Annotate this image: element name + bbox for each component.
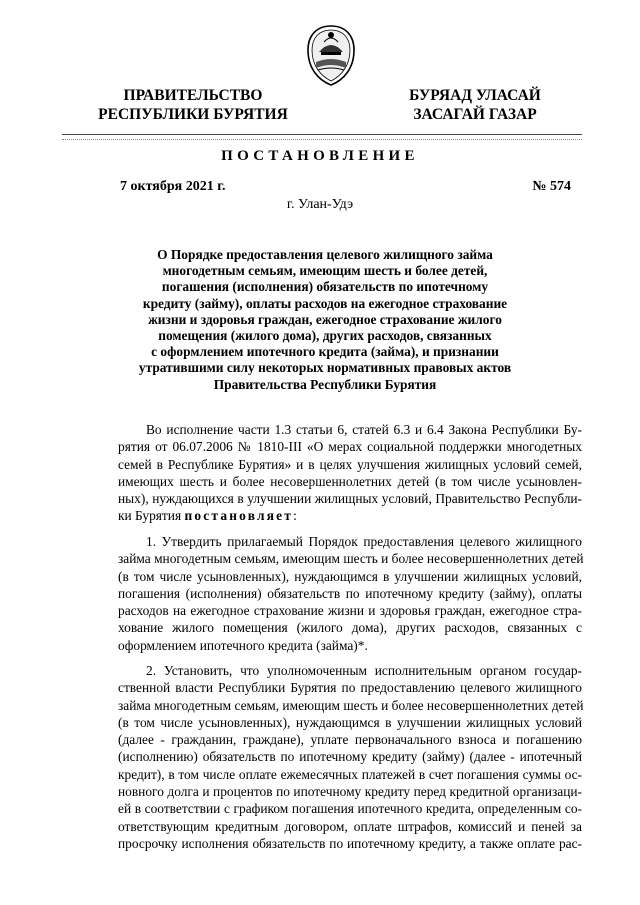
header-right-line-2: ЗАСАГАЙ ГАЗАР bbox=[413, 106, 537, 123]
paragraph-line: семей в Республике Бурятия» и в целях улучшения жилищных условий семей, bbox=[118, 456, 582, 472]
paragraph-line: 2. Установить, что уполномоченным исполнительным органом государ- bbox=[146, 663, 582, 678]
title-line: многодетным семьям, имеющим шесть и более детей, bbox=[162, 263, 488, 279]
title-line: жизни и здоровья граждан, ежегодное страхование жилого bbox=[148, 311, 502, 327]
paragraph-line: рятия от 06.07.2006 № 1810-III «О мерах социальной поддержки многодетных bbox=[118, 439, 582, 455]
header-right-line-1: БУРЯАД УЛАСАЙ bbox=[409, 87, 541, 104]
header-right-org-name bbox=[380, 86, 570, 124]
header-divider bbox=[62, 134, 582, 135]
document-date: 7 октября 2021 г. bbox=[120, 179, 226, 194]
paragraph-item-2 bbox=[118, 662, 582, 852]
title-line: погашения (исполнения) обязательств по ипотечному bbox=[161, 279, 489, 295]
paragraph-line: (в том числе усыновленных), нуждающимся в улучшении жилищных условий, bbox=[118, 568, 582, 584]
document-title bbox=[120, 247, 530, 393]
header-left-line-2: РЕСПУБЛИКИ БУРЯТИЯ bbox=[98, 106, 288, 123]
paragraph-line: ных), нуждающихся в улучшении жилищных условий, Правительство Республи- bbox=[118, 491, 582, 507]
paragraph-line: расходов на ежегодное страхование жизни и здоровья граждан, ежегодное стра- bbox=[118, 603, 582, 619]
paragraph-line: (далее - гражданин, граждане), уплате первоначального взноса и погашению bbox=[118, 732, 582, 748]
header-divider-dotted bbox=[62, 139, 582, 140]
paragraph-line: 1. Утвердить прилагаемый Порядок предоставления целевого жилищного bbox=[146, 534, 582, 549]
document-type: ПОСТАНОВЛЕНИЕ bbox=[221, 148, 419, 164]
paragraph-line: оформлением ипотечного кредита (займа)*. bbox=[118, 637, 368, 653]
title-line: кредиту (займу), оплаты расходов на ежегодное страхование bbox=[142, 295, 508, 311]
coat-of-arms-icon bbox=[302, 22, 360, 88]
title-line: с оформлением ипотечного кредита (займа), и признании bbox=[151, 344, 499, 360]
paragraph-line bbox=[118, 507, 582, 524]
paragraph-line: имеющих шесть и более несовершеннолетних детей (в том числе усыновлен- bbox=[118, 473, 582, 489]
paragraph-line: хование жилого помещения (жилого дома), других расходов, связанных с bbox=[118, 620, 582, 636]
paragraph-text: ки Бурятия bbox=[118, 508, 185, 524]
paragraph-line: ей в соответствии с графиком погашения ипотечного кредита, определенным со- bbox=[118, 801, 582, 817]
paragraph-line: новного долга и процентов по ипотечному кредиту перед кредитной организаци- bbox=[118, 784, 582, 800]
paragraph-line: Во исполнение части 1.3 статьи 6, статей 6.3 и 6.4 Закона Республики Бу- bbox=[146, 422, 582, 437]
header-left-line-1: ПРАВИТЕЛЬСТВО bbox=[123, 87, 263, 104]
title-line: Правительства Республики Бурятия bbox=[213, 376, 437, 392]
document-number: № 574 bbox=[532, 179, 571, 194]
paragraph-line: ответствующим кредитным договором, оплате штрафов, комиссий и пеней за bbox=[118, 818, 582, 834]
paragraph-line: кредит), в том числе оплате ежемесячных платежей в счет погашения суммы ос- bbox=[118, 766, 582, 782]
paragraph-line: займа многодетным семьям, имеющим шесть и более несовершеннолетних детей bbox=[118, 697, 584, 713]
resolves-keyword: постановляет bbox=[184, 508, 294, 524]
paragraph-line: (в том числе усыновленных), нуждающимся в улучшении жилищных условий bbox=[118, 714, 582, 730]
paragraph-line: ственной власти Республики Бурятия по предоставлению целевого жилищного bbox=[118, 680, 582, 696]
paragraph-item-1 bbox=[118, 533, 582, 654]
paragraph-line: погашения (исполнения) обязательств по ипотечному кредиту (займу), оплаты bbox=[118, 585, 582, 601]
title-line: О Порядке предоставления целевого жилищного займа bbox=[157, 247, 493, 262]
paragraph-line: просрочку исполнения обязательств по ипотечному кредиту, а также оплате рас- bbox=[118, 835, 582, 851]
paragraph-line: (исполнению) обязательств по ипотечному кредиту (займу) (далее - ипотечный bbox=[118, 749, 582, 765]
title-line: утратившими силу некоторых нормативных правовых актов bbox=[138, 360, 512, 376]
paragraph-preamble bbox=[118, 421, 582, 525]
title-line: помещения (жилого дома), других расходов, связанных bbox=[158, 328, 492, 344]
document-city: г. Улан-Удэ bbox=[286, 197, 354, 212]
header-left-org-name bbox=[88, 86, 298, 124]
paragraph-text: : bbox=[293, 508, 297, 524]
paragraph-line: займа многодетным семьям, имеющим шесть и более несовершеннолетних детей bbox=[118, 551, 584, 567]
